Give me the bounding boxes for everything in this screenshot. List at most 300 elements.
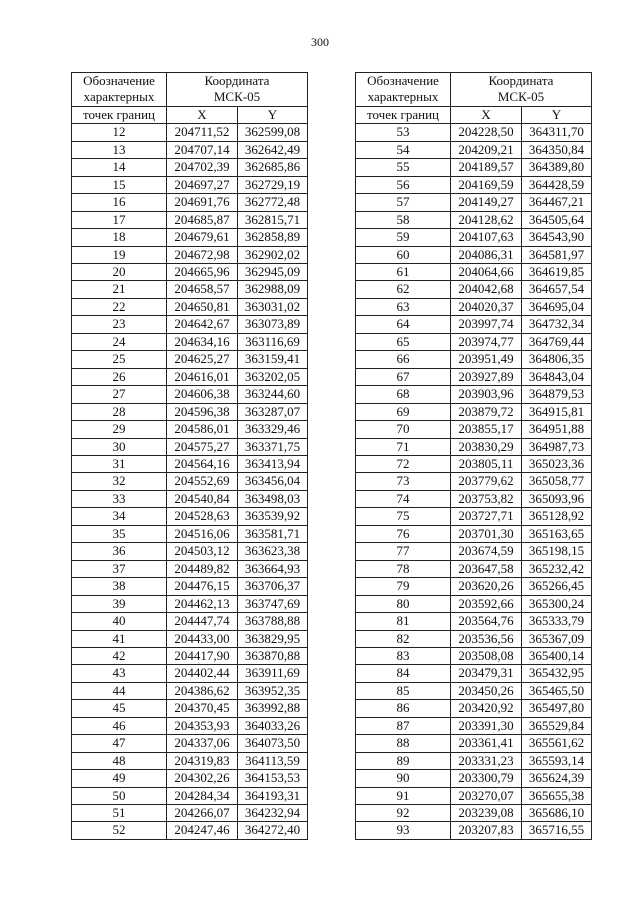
table-row (356, 368, 592, 385)
x-coordinate-cell: 204107,63 (451, 229, 522, 246)
x-coordinate-cell: 204650,81 (167, 298, 238, 315)
table-row (356, 717, 592, 734)
table-row (72, 490, 308, 507)
y-coordinate-cell: 363498,03 (238, 490, 308, 507)
y-coordinate-cell: 365266,45 (522, 578, 592, 595)
y-coordinate-cell: 365465,50 (522, 682, 592, 699)
point-number-cell: 93 (356, 822, 451, 839)
table-row (72, 194, 308, 211)
point-number-cell: 25 (72, 351, 167, 368)
y-coordinate-cell: 365058,77 (522, 473, 592, 490)
table-row (356, 351, 592, 368)
page-number: 300 (311, 35, 329, 49)
coordinates-table-left (71, 72, 308, 840)
x-coordinate-cell: 204370,45 (167, 700, 238, 717)
point-number-cell: 65 (356, 333, 451, 350)
y-coordinate-cell: 363829,95 (238, 630, 308, 647)
x-coordinate-cell: 203927,89 (451, 368, 522, 385)
y-coordinate-cell: 362988,09 (238, 281, 308, 298)
table-row (356, 613, 592, 630)
point-number-cell: 51 (72, 805, 167, 822)
point-number-cell: 15 (72, 176, 167, 193)
coordinate-header-line: Координата (488, 73, 554, 88)
coordinates-table-right (355, 72, 592, 840)
x-coordinate-cell: 204606,38 (167, 386, 238, 403)
x-coordinate-cell: 204266,07 (167, 805, 238, 822)
x-header: X (451, 106, 522, 123)
point-number-cell: 72 (356, 455, 451, 472)
designation-header-line: характерных (367, 89, 439, 105)
x-coordinate-cell: 204685,87 (167, 211, 238, 228)
x-coordinate-cell: 203647,58 (451, 560, 522, 577)
table-row (356, 647, 592, 664)
point-number-cell: 75 (356, 508, 451, 525)
x-coordinate-cell: 204128,62 (451, 211, 522, 228)
x-coordinate-cell: 204691,76 (167, 194, 238, 211)
table-row (356, 665, 592, 682)
y-coordinate-cell: 363371,75 (238, 438, 308, 455)
table-row (356, 333, 592, 350)
point-number-cell: 30 (72, 438, 167, 455)
y-coordinate-cell: 364695,04 (522, 298, 592, 315)
x-coordinate-cell: 204169,59 (451, 176, 522, 193)
y-coordinate-cell: 363992,88 (238, 700, 308, 717)
x-coordinate-cell: 203239,08 (451, 805, 522, 822)
x-coordinate-cell: 204149,27 (451, 194, 522, 211)
y-coordinate-cell: 363952,35 (238, 682, 308, 699)
y-coordinate-cell: 363202,05 (238, 368, 308, 385)
point-number-cell: 76 (356, 525, 451, 542)
table-row (72, 368, 308, 385)
y-coordinate-cell: 363911,69 (238, 665, 308, 682)
table-row (356, 525, 592, 542)
x-coordinate-cell: 204564,16 (167, 455, 238, 472)
point-number-cell: 61 (356, 263, 451, 280)
table-row (72, 246, 308, 263)
y-coordinate-cell: 365686,10 (522, 805, 592, 822)
coordinate-header-line: Координата (204, 73, 270, 88)
designation-header-line: Обозначение (367, 73, 439, 88)
x-coordinate-cell: 204189,57 (451, 159, 522, 176)
table-row (72, 403, 308, 420)
x-coordinate-cell: 204402,44 (167, 665, 238, 682)
table-row (72, 316, 308, 333)
table-row (356, 194, 592, 211)
table-row (72, 595, 308, 612)
point-number-cell: 88 (356, 735, 451, 752)
table-row (72, 630, 308, 647)
x-coordinate-cell: 203479,31 (451, 665, 522, 682)
y-coordinate-cell: 364389,80 (522, 159, 592, 176)
table-row (72, 263, 308, 280)
y-coordinate-cell: 365400,14 (522, 647, 592, 664)
point-number-cell: 50 (72, 787, 167, 804)
point-number-cell: 74 (356, 490, 451, 507)
y-coordinate-cell: 364311,70 (522, 124, 592, 141)
x-coordinate-cell: 204302,26 (167, 770, 238, 787)
x-coordinate-cell: 204665,96 (167, 263, 238, 280)
table-row (72, 822, 308, 839)
table-row (72, 141, 308, 158)
designation-header-line: Обозначение (83, 73, 155, 88)
x-coordinate-cell: 204042,68 (451, 281, 522, 298)
point-number-cell: 63 (356, 298, 451, 315)
y-coordinate-cell: 363413,94 (238, 455, 308, 472)
point-number-cell: 58 (356, 211, 451, 228)
y-coordinate-cell: 364769,44 (522, 333, 592, 350)
point-number-cell: 13 (72, 141, 167, 158)
y-coordinate-cell: 363788,88 (238, 613, 308, 630)
y-coordinate-cell: 363031,02 (238, 298, 308, 315)
point-number-cell: 68 (356, 386, 451, 403)
point-number-cell: 34 (72, 508, 167, 525)
x-header: X (167, 106, 238, 123)
point-number-cell: 81 (356, 613, 451, 630)
table-row (356, 473, 592, 490)
y-coordinate-cell: 364732,34 (522, 316, 592, 333)
point-number-cell: 77 (356, 543, 451, 560)
table-row (72, 159, 308, 176)
table-row (356, 403, 592, 420)
table-row (356, 595, 592, 612)
x-coordinate-cell: 204586,01 (167, 421, 238, 438)
point-number-cell: 56 (356, 176, 451, 193)
point-number-cell: 80 (356, 595, 451, 612)
coordinate-header (451, 73, 592, 107)
point-number-cell: 84 (356, 665, 451, 682)
point-number-cell: 42 (72, 647, 167, 664)
table-row (72, 386, 308, 403)
table-row (356, 141, 592, 158)
table-row (356, 682, 592, 699)
table-row (356, 752, 592, 769)
x-coordinate-cell: 203592,66 (451, 595, 522, 612)
point-number-cell: 52 (72, 822, 167, 839)
table-row (356, 159, 592, 176)
y-coordinate-cell: 362902,02 (238, 246, 308, 263)
y-coordinate-cell: 365561,62 (522, 735, 592, 752)
y-coordinate-cell: 364915,81 (522, 403, 592, 420)
point-number-cell: 62 (356, 281, 451, 298)
x-coordinate-cell: 204552,69 (167, 473, 238, 490)
y-coordinate-cell: 362945,09 (238, 263, 308, 280)
table-row (72, 578, 308, 595)
y-coordinate-cell: 364467,21 (522, 194, 592, 211)
y-coordinate-cell: 363456,04 (238, 473, 308, 490)
y-coordinate-cell: 362642,49 (238, 141, 308, 158)
x-coordinate-cell: 203420,92 (451, 700, 522, 717)
x-coordinate-cell: 204462,13 (167, 595, 238, 612)
point-number-cell: 18 (72, 229, 167, 246)
y-coordinate-cell: 365300,24 (522, 595, 592, 612)
y-coordinate-cell: 363747,69 (238, 595, 308, 612)
x-coordinate-cell: 204634,16 (167, 333, 238, 350)
point-number-cell: 69 (356, 403, 451, 420)
table-row (356, 822, 592, 839)
x-coordinate-cell: 203879,72 (451, 403, 522, 420)
y-coordinate-cell: 365432,95 (522, 665, 592, 682)
point-number-cell: 44 (72, 682, 167, 699)
point-number-cell: 66 (356, 351, 451, 368)
point-number-cell: 26 (72, 368, 167, 385)
x-coordinate-cell: 203951,49 (451, 351, 522, 368)
y-coordinate-cell: 363706,37 (238, 578, 308, 595)
y-coordinate-cell: 364193,31 (238, 787, 308, 804)
x-coordinate-cell: 204433,00 (167, 630, 238, 647)
point-number-cell: 33 (72, 490, 167, 507)
table-row (356, 229, 592, 246)
x-coordinate-cell: 203701,30 (451, 525, 522, 542)
y-coordinate-cell: 365624,39 (522, 770, 592, 787)
y-coordinate-cell: 365198,15 (522, 543, 592, 560)
x-coordinate-cell: 203361,41 (451, 735, 522, 752)
x-coordinate-cell: 204284,34 (167, 787, 238, 804)
table-row (72, 473, 308, 490)
y-coordinate-cell: 364987,73 (522, 438, 592, 455)
x-coordinate-cell: 203779,62 (451, 473, 522, 490)
table-row (356, 298, 592, 315)
x-coordinate-cell: 203805,11 (451, 455, 522, 472)
table-row (72, 124, 308, 141)
table-row (356, 386, 592, 403)
point-number-cell: 16 (72, 194, 167, 211)
point-number-cell: 23 (72, 316, 167, 333)
x-coordinate-cell: 203620,26 (451, 578, 522, 595)
y-coordinate-cell: 363664,93 (238, 560, 308, 577)
x-coordinate-cell: 203508,08 (451, 647, 522, 664)
x-coordinate-cell: 204625,27 (167, 351, 238, 368)
point-number-cell: 22 (72, 298, 167, 315)
y-coordinate-cell: 363581,71 (238, 525, 308, 542)
table-row (356, 490, 592, 507)
y-coordinate-cell: 362772,48 (238, 194, 308, 211)
y-coordinate-cell: 365163,65 (522, 525, 592, 542)
y-coordinate-cell: 363329,46 (238, 421, 308, 438)
y-coordinate-cell: 363159,41 (238, 351, 308, 368)
point-number-cell: 47 (72, 735, 167, 752)
table-row (356, 176, 592, 193)
x-coordinate-cell: 204447,74 (167, 613, 238, 630)
y-coordinate-cell: 365593,14 (522, 752, 592, 769)
table-row (72, 647, 308, 664)
table-row (72, 333, 308, 350)
y-coordinate-cell: 364543,90 (522, 229, 592, 246)
x-coordinate-cell: 204386,62 (167, 682, 238, 699)
table-row (72, 770, 308, 787)
table-row (356, 508, 592, 525)
point-number-cell: 86 (356, 700, 451, 717)
x-coordinate-cell: 203391,30 (451, 717, 522, 734)
y-coordinate-cell: 363870,88 (238, 647, 308, 664)
point-number-cell: 21 (72, 281, 167, 298)
y-coordinate-cell: 362729,19 (238, 176, 308, 193)
y-coordinate-cell: 362858,89 (238, 229, 308, 246)
y-coordinate-cell: 362685,86 (238, 159, 308, 176)
y-coordinate-cell: 364806,35 (522, 351, 592, 368)
table-row (356, 455, 592, 472)
point-number-cell: 35 (72, 525, 167, 542)
y-coordinate-cell: 365023,36 (522, 455, 592, 472)
x-coordinate-cell: 204337,06 (167, 735, 238, 752)
y-coordinate-cell: 364581,97 (522, 246, 592, 263)
point-number-cell: 20 (72, 263, 167, 280)
x-coordinate-cell: 204679,61 (167, 229, 238, 246)
table-row (356, 281, 592, 298)
point-number-cell: 41 (72, 630, 167, 647)
table-row (72, 455, 308, 472)
point-number-cell: 70 (356, 421, 451, 438)
table-row (356, 578, 592, 595)
point-number-cell: 83 (356, 647, 451, 664)
x-coordinate-cell: 204209,21 (451, 141, 522, 158)
x-coordinate-cell: 204503,12 (167, 543, 238, 560)
x-coordinate-cell: 204672,98 (167, 246, 238, 263)
y-coordinate-cell: 365333,79 (522, 613, 592, 630)
x-coordinate-cell: 203674,59 (451, 543, 522, 560)
table-row (356, 770, 592, 787)
x-coordinate-cell: 203536,56 (451, 630, 522, 647)
table-row (72, 298, 308, 315)
point-number-cell: 54 (356, 141, 451, 158)
designation-header-last-line: точек границ (356, 106, 451, 123)
y-coordinate-cell: 365716,55 (522, 822, 592, 839)
y-coordinate-cell: 364505,64 (522, 211, 592, 228)
y-coordinate-cell: 363539,92 (238, 508, 308, 525)
y-coordinate-cell: 362599,08 (238, 124, 308, 141)
x-coordinate-cell: 203830,29 (451, 438, 522, 455)
table-row (72, 613, 308, 630)
table-row (72, 665, 308, 682)
x-coordinate-cell: 204020,37 (451, 298, 522, 315)
point-number-cell: 39 (72, 595, 167, 612)
table-row (356, 211, 592, 228)
y-coordinate-cell: 365232,42 (522, 560, 592, 577)
x-coordinate-cell: 204658,57 (167, 281, 238, 298)
y-coordinate-cell: 363287,07 (238, 403, 308, 420)
x-coordinate-cell: 203855,17 (451, 421, 522, 438)
y-coordinate-cell: 362815,71 (238, 211, 308, 228)
point-number-cell: 60 (356, 246, 451, 263)
point-number-cell: 17 (72, 211, 167, 228)
table-row (356, 543, 592, 560)
x-coordinate-cell: 204642,67 (167, 316, 238, 333)
x-coordinate-cell: 203727,71 (451, 508, 522, 525)
table-row (356, 560, 592, 577)
x-coordinate-cell: 204516,06 (167, 525, 238, 542)
y-coordinate-cell: 363623,38 (238, 543, 308, 560)
x-coordinate-cell: 203753,82 (451, 490, 522, 507)
y-coordinate-cell: 365497,80 (522, 700, 592, 717)
x-coordinate-cell: 203903,96 (451, 386, 522, 403)
point-number-cell: 92 (356, 805, 451, 822)
coordinate-header-line: МСК-05 (213, 89, 261, 105)
point-number-cell: 82 (356, 630, 451, 647)
table-row (72, 735, 308, 752)
x-coordinate-cell: 204476,15 (167, 578, 238, 595)
point-number-cell: 57 (356, 194, 451, 211)
table-row (72, 229, 308, 246)
x-coordinate-cell: 203997,74 (451, 316, 522, 333)
table-row (356, 263, 592, 280)
table-row (356, 316, 592, 333)
coordinate-header (167, 73, 308, 107)
x-coordinate-cell: 203564,76 (451, 613, 522, 630)
x-coordinate-cell: 203331,23 (451, 752, 522, 769)
point-number-cell: 64 (356, 316, 451, 333)
point-number-cell: 73 (356, 473, 451, 490)
table-row (356, 630, 592, 647)
x-coordinate-cell: 204353,93 (167, 717, 238, 734)
table-row (72, 717, 308, 734)
table-row (72, 560, 308, 577)
y-coordinate-cell: 364619,85 (522, 263, 592, 280)
point-number-cell: 90 (356, 770, 451, 787)
designation-header (72, 73, 167, 107)
point-number-cell: 31 (72, 455, 167, 472)
table-row (72, 351, 308, 368)
y-coordinate-cell: 365529,84 (522, 717, 592, 734)
point-number-cell: 27 (72, 386, 167, 403)
y-coordinate-cell: 363073,89 (238, 316, 308, 333)
point-number-cell: 49 (72, 770, 167, 787)
point-number-cell: 37 (72, 560, 167, 577)
table-row (72, 438, 308, 455)
table-row (72, 525, 308, 542)
point-number-cell: 38 (72, 578, 167, 595)
point-number-cell: 87 (356, 717, 451, 734)
x-coordinate-cell: 204489,82 (167, 560, 238, 577)
x-coordinate-cell: 204064,66 (451, 263, 522, 280)
point-number-cell: 53 (356, 124, 451, 141)
x-coordinate-cell: 204417,90 (167, 647, 238, 664)
point-number-cell: 85 (356, 682, 451, 699)
table-row (72, 752, 308, 769)
y-coordinate-cell: 365655,38 (522, 787, 592, 804)
table-row (72, 805, 308, 822)
table-row (356, 805, 592, 822)
table-row (72, 176, 308, 193)
x-coordinate-cell: 204528,63 (167, 508, 238, 525)
y-header: Y (522, 106, 592, 123)
x-coordinate-cell: 204228,50 (451, 124, 522, 141)
table-row (72, 700, 308, 717)
y-coordinate-cell: 364033,26 (238, 717, 308, 734)
table-row (72, 281, 308, 298)
point-number-cell: 79 (356, 578, 451, 595)
point-number-cell: 36 (72, 543, 167, 560)
point-number-cell: 91 (356, 787, 451, 804)
table-row (356, 787, 592, 804)
point-number-cell: 89 (356, 752, 451, 769)
point-number-cell: 29 (72, 421, 167, 438)
point-number-cell: 24 (72, 333, 167, 350)
x-coordinate-cell: 204086,31 (451, 246, 522, 263)
point-number-cell: 59 (356, 229, 451, 246)
y-coordinate-cell: 364951,88 (522, 421, 592, 438)
point-number-cell: 46 (72, 717, 167, 734)
x-coordinate-cell: 203270,07 (451, 787, 522, 804)
table-row (72, 787, 308, 804)
table-row (72, 211, 308, 228)
y-coordinate-cell: 365367,09 (522, 630, 592, 647)
table-row (356, 124, 592, 141)
table-row (356, 700, 592, 717)
y-header: Y (238, 106, 308, 123)
table-row (72, 682, 308, 699)
table-row (356, 421, 592, 438)
point-number-cell: 40 (72, 613, 167, 630)
point-number-cell: 12 (72, 124, 167, 141)
